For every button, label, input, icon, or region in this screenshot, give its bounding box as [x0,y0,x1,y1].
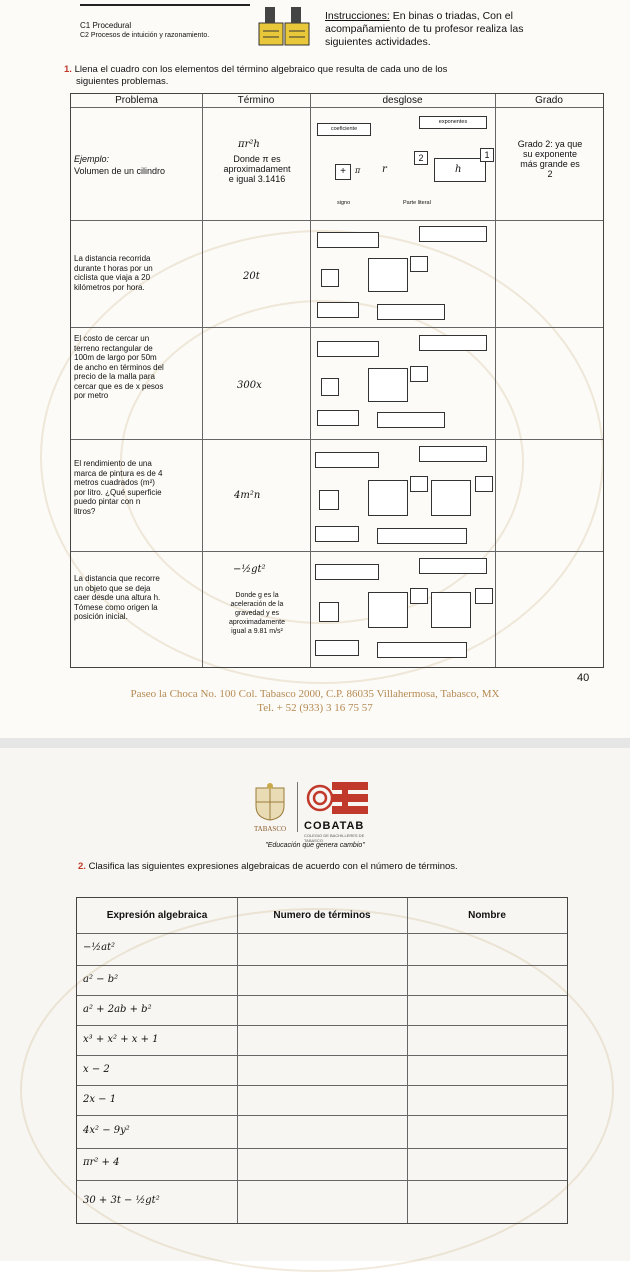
expr-5: x − 2 [83,1064,110,1075]
task1-text2: siguientes problemas. [76,76,169,87]
row2-sign-box[interactable] [321,378,339,396]
row2-term: 300x [237,380,262,391]
row4-exp1-small[interactable] [410,588,428,604]
logo-divider [297,782,298,832]
example-var2: h [455,164,462,175]
row4-sign-label-box[interactable] [315,640,359,656]
instructions-line3: siguientes actividades. [325,36,431,48]
row1-coef-box[interactable] [317,232,379,248]
example-grade: Grado 2: ya que su exponente más grande es 2 [517,139,583,179]
sign-label: signo [337,200,351,206]
row1-sign-label-box[interactable] [317,302,359,318]
task2-line [78,861,458,872]
row3-sign-box[interactable] [319,490,339,510]
cobatab-logo-icon [306,780,370,818]
header-expresion: Expresión algebraica [106,910,208,921]
row2-exp-small[interactable] [410,366,428,382]
header-rule [80,4,250,6]
row3-coef-box[interactable] [315,452,379,468]
task1-text1: Llena el cuadro con los elementos del término algebraico que resulta de cada uno de los [74,64,448,75]
exp-label-box: exponentes [419,116,487,129]
row1-literal-box[interactable] [377,304,445,320]
row2-problem: El costo de cercar un terreno rectangular de 100m de largo por 50m de ancho en términos del precio de la malla para cercar que es de x pesos por metro [74,334,164,400]
number-of-terms-column[interactable] [238,934,407,1222]
row3-exp-box[interactable] [419,446,487,462]
row3-exp1-small[interactable] [410,476,428,492]
name-column[interactable] [408,934,566,1222]
code-procedural: C1 Procedural [80,21,132,30]
cobatab-brand: COBATAB [304,820,365,832]
header-numero-terminos: Numero de términos [273,910,371,921]
row2-var-box[interactable] [368,368,408,402]
tabasco-label: TABASCO [253,825,287,833]
expr-9: 30 + 3t − ½gt² [83,1195,160,1206]
row4-literal-box[interactable] [377,642,467,658]
header-problema: Problema [115,95,158,106]
row4-problem: La distancia que recorre un objeto que se deja caer desde una altura h. Tómese como origen la posición inicial. [74,574,161,621]
page-number: 40 [577,672,590,684]
row4-exp-box[interactable] [419,558,487,574]
example-problem: Volumen de un cilindro [74,166,166,176]
tabasco-coat-of-arms-icon [252,782,288,822]
header-nombre: Nombre [468,910,506,921]
sign-box: + [335,164,351,180]
row3-exp2-small[interactable] [475,476,493,492]
row4-note: Donde g es la aceleración de la gravedad y es aproximadamente igual a 9.81 m/s² [228,592,286,635]
example-term: πr²h [238,139,260,150]
row1-exp-box[interactable] [419,226,487,242]
task2-text: Clasifica las siguientes expresiones algebraicas de acuerdo con el número de términos. [88,861,458,872]
row1-problem: La distancia recorrida durante t horas por un ciclista que viaja a 20 kilómetros por hora. [74,254,153,292]
instructions-line2: acompañamiento de tu profesor realiza las [325,23,524,35]
row3-var2-box[interactable] [431,480,471,516]
instructions [325,10,561,49]
example-term-note: Donde π es aproximadament e igual 3.1416 [223,154,291,184]
page-separator [0,738,630,748]
expr-1: −½at² [83,942,116,953]
expr-6: 2x − 1 [83,1094,117,1105]
row1-term: 20t [243,271,260,282]
expr-2: a² − b² [83,974,119,985]
row4-exp2-small[interactable] [475,588,493,604]
instructions-line1: En binas o triadas, Con el [392,10,513,22]
row3-var1-box[interactable] [368,480,408,516]
row3-term: 4m²n [234,490,261,501]
example-coef: π [355,166,361,175]
example-label: Ejemplo: [74,154,110,164]
row2-exp-box[interactable] [419,335,487,351]
row1-sign-box[interactable] [321,269,339,287]
literal-label: Parte literal [403,200,431,206]
task1-number: 1. [64,64,72,75]
row4-term: −½gt² [233,564,266,575]
header-desglose: desglose [382,95,423,106]
row4-coef-box[interactable] [315,564,379,580]
task2-number: 2. [78,861,86,872]
book-icon [255,5,315,50]
elements-table [70,93,604,668]
row2-sign-label-box[interactable] [317,410,359,426]
row3-problem: El rendimiento de una marca de pintura es de 4 metros cuadrados (m²) por litro. ¿Qué superficie puedo pintar con n litros? [74,459,163,516]
header-termino: Término [237,95,275,106]
row4-var1-box[interactable] [368,592,408,628]
footer-phone: Tel. + 52 (933) 3 16 75 57 [257,702,373,714]
row3-sign-label-box[interactable] [315,526,359,542]
row1-exp-small[interactable] [410,256,428,272]
expr-3: a² + 2ab + b² [83,1004,152,1015]
expr-4: x³ + x² + x + 1 [83,1034,159,1045]
row3-literal-box[interactable] [377,528,467,544]
row4-sign-box[interactable] [319,602,339,622]
example-exp1: 2 [414,151,428,165]
motto: "Educación que genera cambio" [265,842,365,849]
header-grado: Grado [535,95,563,106]
cobatab-sub: COLEGIO DE BACHILLERES DE TABASCO [304,833,365,843]
footer-address: Paseo la Choca No. 100 Col. Tabasco 2000, C.P. 86035 Villahermosa, Tabasco, MX [130,688,500,700]
row2-literal-box[interactable] [377,412,445,428]
example-exp2: 1 [480,148,494,162]
coef-label-box: coeficiente [317,123,371,136]
expr-8: πr² + 4 [83,1157,120,1168]
expr-7: 4x² − 9y² [83,1125,130,1136]
task1-line1 [64,64,447,75]
code-procesos: C2 Procesos de intuición y razonamiento. [80,32,210,39]
row1-var-box[interactable] [368,258,408,292]
classification-table [76,897,568,1224]
instructions-title: Instrucciones: [325,10,390,22]
row4-var2-box[interactable] [431,592,471,628]
example-var1: r [382,164,387,175]
row2-coef-box[interactable] [317,341,379,357]
